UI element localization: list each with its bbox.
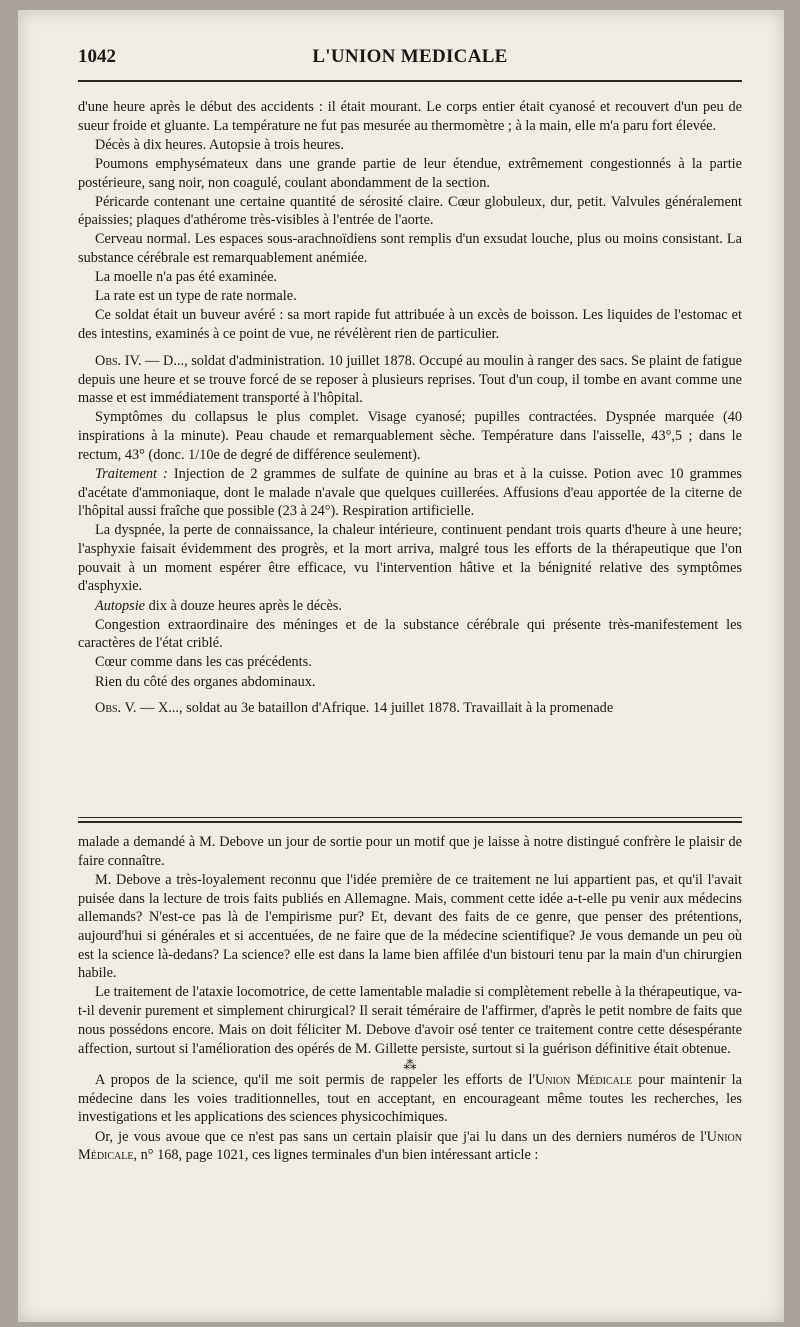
observation-text: — D..., soldat d'administration. 10 juillet 1878. Occupé au moulin à ranger des sacs. Se plaint de fatigue depuis une heure et se trouve forcé de se reposer à plusieurs reprises. Tout d'un coup, il tombe en avant comme une masse et est immédiatement transporté à l'hôpital. [78, 352, 742, 407]
autopsy-label: Autopsie [95, 597, 146, 614]
observation-label: Obs. V. [95, 700, 137, 717]
paragraph: Poumons emphysémateux dans une grande partie de leur étendue, extrêmement congestionnés à la partie postérieure, sang noir, non coagulé, coulant abondamment de la section. [78, 155, 742, 191]
page-number: 1042 [78, 46, 116, 67]
paragraph: Péricarde contenant une certaine quantité de sérosité claire. Cœur globuleux, dur, petit. Valvules généralement épaissies; plaques d'athérome très-visibles à l'entrée de l'aorte. [78, 193, 742, 229]
text-run: , n° 168, page 1021, ces lignes terminales d'un bien intéressant article : [133, 1147, 539, 1164]
paragraph [78, 1128, 742, 1165]
paragraph: Décès à dix heures. Autopsie à trois heures. [95, 136, 344, 153]
paragraph: malade a demandé à M. Debove un jour de sortie pour un motif que je laisse à notre distingué confrère le plaisir de faire connaître. [78, 834, 742, 869]
paragraph: Symptômes du collapsus le plus complet. Visage cyanosé; pupilles contractées. Dyspnée marquée (40 inspirations à la minute). Peau chaude et remarquablement sèche. Température dans l'aisselle, 43°,5 ; dans le rectum, 43° (donc. 1/10e de degré de différence seulement). [78, 409, 742, 463]
paragraph: La dyspnée, la perte de connaissance, la chaleur intérieure, continuent pendant trois quarts d'heure à une heure; l'asphyxie faisait évidemment des progrès, et la mort arriva, malgré tous les efforts de la thérapeutique que l'on pouvait à un moment espérer être efficace, vu l'intervention hâtive et la bénignité relative des symptômes d'asphyxie. [78, 522, 742, 595]
document-page [18, 10, 784, 1322]
paragraph: Rien du côté des organes abdominaux. [95, 673, 316, 690]
paragraph: M. Debove a très-loyalement reconnu que l'idée première de ce traitement ne lui appartient pas, et qu'il l'avait puisée dans la lecture de trois faits publiés en Allemagne. Mais, comment cette idée a-t-elle pu venir aux médecins allemands? N'est-ce pas là de l'empirisme pur? Et, devant des faits de ce genre, que penser des prétentions, aujourd'hui si générales et si accentuées, de ne faire que de la médecine scientifique? Je vous demande un peu où est la science là-dedans? La science? elle est dans la lame bien affilée d'un bistouri tenu par la main d'un chirurgien habile. [78, 871, 742, 982]
observation-text: — X..., soldat au 3e bataillon d'Afrique. 14 juillet 1878. Travaillait à la promenade [136, 700, 614, 717]
paragraph: Le traitement de l'ataxie locomotrice, de cette lamentable maladie si complètement rebelle à la thérapeutique, va-t-il devenir purement et simplement chirurgical? Il serait téméraire de l'affirmer, d'après le petit nombre de faits que nous possédons encore. Mais on doit féliciter M. Debove d'avoir osé tenter ce traitement contre cette désespérante affection, surtout si l'amélioration des opérés de M. Gillette persiste, surtout si la guérison définitive était obtenue. [78, 984, 742, 1057]
article-body [78, 98, 742, 718]
observation-label: Obs. IV. [95, 352, 142, 369]
feuilleton-rule-bottom [78, 821, 742, 823]
observation-v [78, 699, 742, 718]
text-run: Or, je vous avoue que ce n'est pas sans un certain plaisir que j'ai lu dans un des derniers numéros de l' [95, 1128, 707, 1145]
paragraph: Cœur comme dans les cas précédents. [95, 654, 312, 671]
paragraph [78, 1071, 742, 1127]
paragraph: La rate est un type de rate normale. [95, 288, 297, 305]
autopsy-paragraph [78, 597, 742, 616]
text-run: A propos de la science, qu'il me soit permis de rappeler les efforts de l' [95, 1072, 536, 1088]
paragraph: d'une heure après le début des accidents : il était mourant. Le corps entier était cyanosé et recouvert d'un peu de sueur froide et gluante. La température ne fut pas mesurée au thermomètre ; à la main, elle m'a paru fort élevée. [78, 99, 742, 134]
treatment-label: Traitement : [95, 465, 168, 482]
feuilleton-body [78, 833, 742, 1165]
paragraph: Ce soldat était un buveur avéré : sa mort rapide fut attribuée à un excès de boisson. Les liquides de l'estomac et des intestins, examinés à ce point de vue, ne révélèrent rien de particulier. [78, 307, 742, 343]
journal-title: L'UNION MEDICALE [312, 46, 508, 67]
observation-iv [78, 352, 742, 408]
treatment-text: Injection de 2 grammes de sulfate de quinine au bras et à la cuisse. Potion avec 10 grammes d'acétate d'ammoniaque, dont le malade n'avale que quelques cuillerées. Affusions d'eau apportée de la citerne de l'hôpital aussi fraîche que possible (23 à 24°). Respiration artificielle. [78, 465, 742, 520]
paragraph: La moelle n'a pas été examinée. [95, 269, 277, 286]
journal-name: Union Médicale [78, 1128, 742, 1164]
text-run: pour maintenir la médecine dans les voies traditionnelles, tout en acceptant, en encourageant même toutes les recherches, les investigations et les applications des sciences physicochimiques. [78, 1072, 742, 1126]
asterism: ⁂ [403, 1056, 417, 1072]
header-rule [78, 80, 742, 82]
feuilleton-rule-top [78, 817, 742, 818]
treatment-paragraph [78, 465, 742, 521]
autopsy-text: dix à douze heures après le décès. [145, 597, 342, 614]
paragraph: Cerveau normal. Les espaces sous-arachnoïdiens sont remplis d'un exsudat louche, plus ou moins consistant. La substance cérébrale est remarquablement anémiée. [78, 231, 742, 267]
journal-name: Union Médicale [535, 1072, 633, 1088]
paragraph: Congestion extraordinaire des méninges et de la substance cérébrale qui présente très-manifestement les caractères de l'état criblé. [78, 616, 742, 652]
running-header [78, 46, 742, 78]
